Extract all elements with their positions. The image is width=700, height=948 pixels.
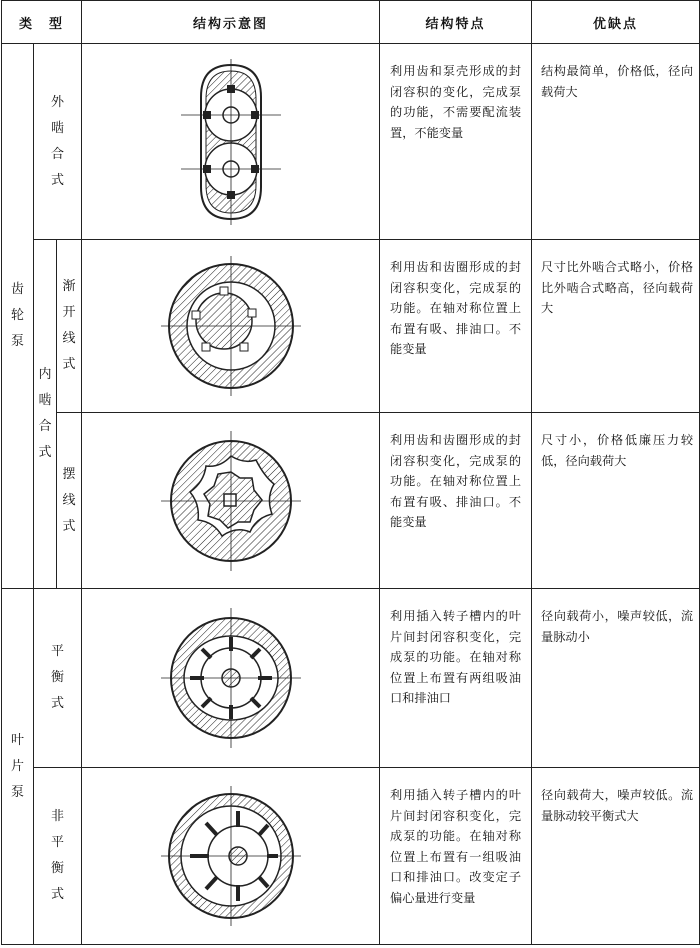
type-cell: 外啮合式 bbox=[34, 44, 82, 240]
table-row bbox=[2, 44, 700, 240]
involute-internal-gear-pump-icon bbox=[156, 251, 306, 401]
header-type: 类 型 bbox=[2, 1, 82, 44]
feature-cell: 利用插入转子槽内的叶片间封闭容积变化，完成泵的功能。在轴对称位置上布置有两组吸油口和排油口 bbox=[380, 589, 532, 768]
type-cell: 渐开线式 bbox=[57, 240, 82, 413]
balanced-vane-pump-icon bbox=[156, 603, 306, 753]
feature-cell: 利用齿和齿圈形成的封闭容积变化，完成泵的功能。在轴对称位置上布置有吸、排油口。不能变量 bbox=[380, 413, 532, 589]
header-row bbox=[2, 1, 700, 44]
merit-cell: 结构最简单，价格低，径向载荷大 bbox=[532, 44, 700, 240]
type-cell: 平衡式 bbox=[34, 589, 82, 768]
feature-cell: 利用齿和泵壳形成的封闭容积的变化，完成泵的功能，不需要配流装置，不能变量 bbox=[380, 44, 532, 240]
table-row bbox=[2, 240, 700, 413]
diagram-cell bbox=[82, 240, 380, 413]
header-merit: 优缺点 bbox=[532, 1, 700, 44]
feature-cell: 利用插入转子槽内的叶片间封闭容积变化，完成泵的功能。在轴对称位置上布置有一组吸油口和排油口。改变定子偏心量进行变量 bbox=[380, 768, 532, 945]
group-internal: 内啮合式 bbox=[34, 240, 57, 589]
external-gear-pump-icon bbox=[161, 57, 301, 227]
type-cell: 摆线式 bbox=[57, 413, 82, 589]
header-diagram: 结构示意图 bbox=[82, 1, 380, 44]
diagram-cell bbox=[82, 413, 380, 589]
diagram-cell bbox=[82, 768, 380, 945]
table-row bbox=[2, 768, 700, 945]
group-gear-pump: 齿轮泵 bbox=[2, 44, 34, 589]
unbalanced-vane-pump-icon bbox=[156, 781, 306, 931]
table-row bbox=[2, 589, 700, 768]
pump-type-table bbox=[1, 0, 700, 945]
cycloid-gear-pump-icon bbox=[156, 426, 306, 576]
diagram-cell bbox=[82, 44, 380, 240]
diagram-cell bbox=[82, 589, 380, 768]
merit-cell: 尺寸比外啮合式略小，价格比外啮合式略高，径向载荷大 bbox=[532, 240, 700, 413]
table-row bbox=[2, 413, 700, 589]
feature-cell: 利用齿和齿圈形成的封闭容积变化，完成泵的功能。在轴对称位置上布置有吸、排油口。不能变量 bbox=[380, 240, 532, 413]
group-vane-pump: 叶片泵 bbox=[2, 589, 34, 945]
merit-cell: 径向载荷大，噪声较低。流量脉动较平衡式大 bbox=[532, 768, 700, 945]
type-cell: 非平衡式 bbox=[34, 768, 82, 945]
header-feature: 结构特点 bbox=[380, 1, 532, 44]
merit-cell: 尺寸小，价格低廉压力较低，径向载荷大 bbox=[532, 413, 700, 589]
merit-cell: 径向载荷小，噪声较低，流量脉动小 bbox=[532, 589, 700, 768]
